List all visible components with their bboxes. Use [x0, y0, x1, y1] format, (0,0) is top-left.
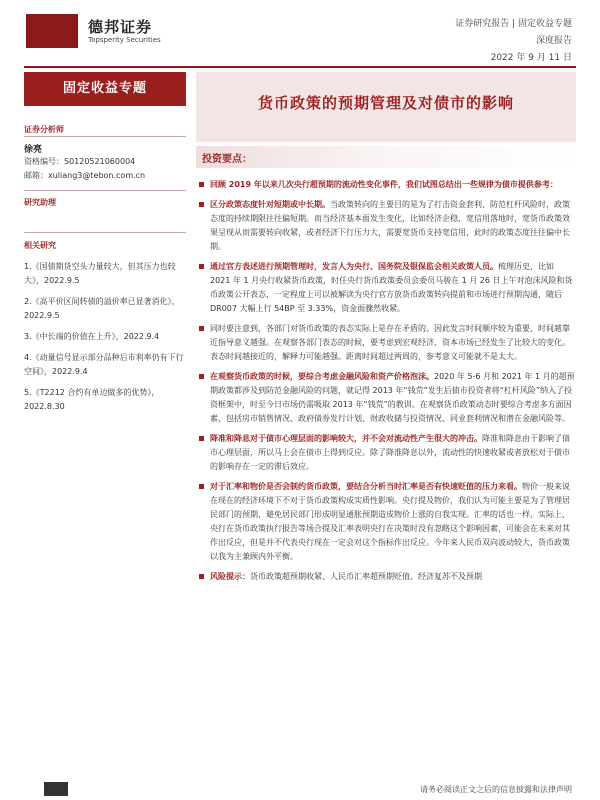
section-divider: [24, 190, 186, 191]
related-item[interactable]: 3.《中长端的价值在上升》，2022.9.4: [24, 332, 160, 341]
category-banner: 固定收益专题: [24, 72, 186, 106]
qr-code-icon: [44, 782, 68, 796]
related-item[interactable]: 4.《动量信号显示部分品种后市利率仍有下行空间》，2022.9.4: [24, 353, 184, 376]
bullet-item: 在观察货币政策的时候，要综合考虑金融风险和资产价格泡沫。2020 年 5-6 月和 2021 年 1 月的超预期政策都涉及到防范金融风险的问题，就记得 2013 年“钱荒”发生后债市投资者将“杠杆风险”纳入了投资框架中，时至今日市场仍需吸取 2013 年“钱荒”的教训。在观察货币政策动态时要综合考虑多方面因素，包括房市销售情况、政府债券发行计划、财政收储与投资情况、同业套利情况和潜在金融风险等。: [196, 370, 576, 426]
footer-disclaimer: 请务必阅读正文之后的信息披露和法律声明: [420, 785, 572, 794]
analyst-name: 徐亮: [24, 145, 43, 155]
analyst-email[interactable]: 邮箱：xuliang3@tebon.com.cn: [24, 171, 146, 180]
investment-highlights-title: 投资要点：: [202, 154, 252, 165]
header-divider: [24, 66, 576, 68]
bullet-item: 回顾 2019 年以来几次央行超预期的流动性变化事件，我们试图总结出一些规律为债市提供参考：: [196, 178, 576, 192]
related-item[interactable]: 1.《国债期货空头力量较大，但其压力也较大》，2022.9.5: [24, 262, 176, 285]
section-divider: [24, 136, 186, 137]
logo-chinese-name: 德邦证券: [88, 18, 153, 36]
report-date: 2022 年 9 月 11 日: [490, 53, 572, 63]
assistant-section-label: 研究助理: [24, 198, 56, 207]
bullet-item: 同时要注意到，各部门对货币政策的表态实际上是存在矛盾的。因此发言时间顺序较为重要，时间越靠近指导意义越强。在观察各部门表态的时候，要考虑到宏观经济、资本市场已经发生了比较大的变化。表态时间越接近的，解释力可能越强。距离时间超过两周的，参考意义可能就不是太大。: [196, 322, 576, 364]
logo-english-name: Topsperity Securities: [88, 36, 161, 44]
subtitle-band: [196, 146, 576, 168]
report-title: 货币政策的预期管理及对债市的影响: [257, 94, 514, 112]
report-depth: 深度报告: [535, 36, 572, 46]
bullet-item: 通过官方表述进行预期管理时，发言人为央行、国务院及银保监会相关政策人员。梳理历史，比如 2021 年 1 月央行收紧货币政策，时任央行货币政策委员会委员马骏在 1 月 26 日上午对泡沫风险和货币政策公开表态，一定程度上可以被解读为央行官方放货币政策转向提前和市场进行预期沟通，随后 DR007 大幅上行 54BP 至 3.33%，资金面骤然收紧。: [196, 260, 576, 316]
bullet-item: 降准和降息对于债市心理层面的影响较大，并不会对流动性产生很大的冲击。降准和降息由于影响了债市心理层面，所以马上会在债市上得到反应。除了降准降息以外，流动性的快速收紧或者放松对于债市的影响存在一定的滞后效应。: [196, 432, 576, 474]
company-logo: [26, 14, 78, 48]
analyst-cert: 资格编号：S0120521060004: [24, 157, 136, 166]
report-meta: [455, 16, 572, 67]
section-divider: [24, 232, 186, 233]
related-item[interactable]: 2.《高平价区间转债的溢价率已显著消化》，2022.9.5: [24, 297, 180, 320]
risk-warning: 风险提示：货币政策超预期收紧、人民币汇率超预期贬值、经济复苏不及预期: [196, 570, 576, 584]
related-section-label: 相关研究: [24, 241, 56, 250]
report-type: 证券研究报告 | 固定收益专题: [455, 19, 572, 29]
analyst-section-label: 证券分析师: [24, 125, 64, 134]
related-research-list: [24, 260, 184, 421]
bullet-item: 区分政策态度针对短期或中长期。当政策转向的主要目的是为了打击资金套利、防范杠杆风险时，政策态度的持续期限往往偏短期。而当经济基本面发生变化，比如经济企稳，宽信用落地时，宽货币政策效果呈现从而需要转向收紧，或者经济下行压力大，需要宽货币支持宽信用，此时的政策态度往往偏中长期。: [196, 198, 576, 254]
bullet-item: 对于汇率和物价是否会制约货币政策，要结合分析当时汇率是否有快速贬值的压力来看。物价一般来说在现在的经济环境下不对于货币政策构成实质性影响。央行提及物价，我们认为可能主要是为了管理居民部门的预期，避免居民部门形成明显通胀预期造成物价上涨的自我实现。汇率的话也一样，实际上，央行在货币政策执行报告等场合提及汇率表明央行在决策时没有忽略这个影响因素，可能会在未来对其作出反应，但是并不代表央行现在一定会对这个指标作出反应。今年来人民币双向波动较大，货币政策以我为主兼顾内外平衡。: [196, 480, 576, 564]
summary-bullets: [196, 178, 576, 590]
related-item[interactable]: 5.《T2212 合约有单边做多的优势》，2022.8.30: [24, 388, 160, 411]
